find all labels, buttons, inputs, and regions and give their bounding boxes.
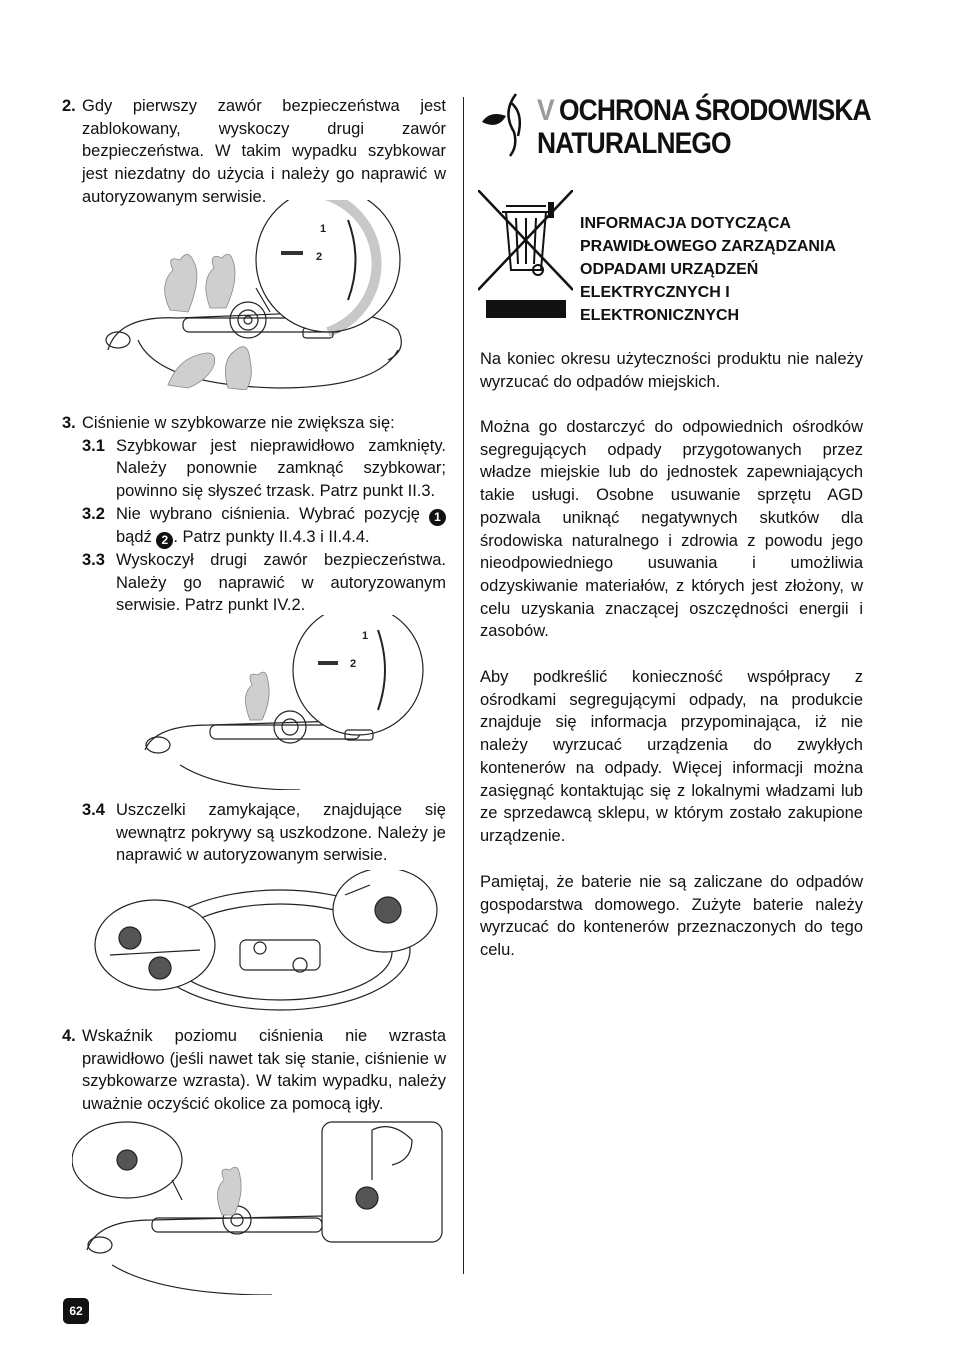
item-4	[62, 1025, 446, 1116]
item-3-3	[82, 549, 446, 617]
sub-number: 3.1	[82, 436, 105, 455]
weee-title: INFORMACJA DOTYCZĄCA PRAWIDŁOWEGO ZARZĄDZANIA ODPADAMI URZĄDZEŃ ELEKTRYCZNYCH I ELEKTRONICZNYCH	[580, 215, 836, 324]
item-text: Ciśnienie w szybkowarze nie zwiększa się:	[82, 414, 395, 432]
pressure-indicator-cleaning-illustration	[72, 1120, 447, 1295]
sub-number: 3.4	[82, 801, 105, 819]
item-text: Gdy pierwszy zawór bezpieczeństwa jest zablokowany, wyskoczy drugi zawór bezpieczeństwa. W takim wypadku szybkowar jest niezdatny do użycia i należy go naprawić w autoryzowanym serwisie.	[82, 97, 446, 206]
sub-text: Szybkowar jest nieprawidłowo zamknięty. Należy ponownie zamknąć szybkowar; powinno się słyszeć trzask. Patrz punkt II.3.	[116, 436, 446, 501]
sub-number: 3.3	[82, 550, 105, 569]
item-3-1	[82, 435, 446, 503]
dial-label-1: 1	[362, 630, 369, 642]
section-letter: V	[537, 94, 554, 127]
left-column	[62, 95, 446, 209]
leaf-icon	[480, 92, 536, 158]
paragraph-2: Można go dostarczyć do odpowiednich ośrodków segregujących odpady przygotowanych przez władze miejskie lub do jednostek zapewniających takie usługi. Osobne usuwanie sprzętu AGD pozwala uniknąć negatywnych skutków dla środowiska naturalnego i zdrowia z powodu jego nieodpowiedniego usuwania i umożliwia odzyskiwanie materiałów, z których jest złożony, w celu uzyskania znaczącej oszczędności energii i zasobów.	[480, 418, 863, 641]
item-3-2	[82, 503, 446, 549]
position-2-badge: 2	[156, 532, 173, 549]
item-number: 2.	[62, 97, 76, 115]
paragraph-4: Pamiętaj, że baterie nie są zaliczane do odpadów gospodarstwa domowego. Zużyte baterie należy wyrzucać do kontenerów przeznaczonych do tego celu.	[480, 873, 863, 960]
section-heading	[480, 92, 880, 162]
item-3-4-block	[62, 799, 446, 867]
item-4-block	[62, 1025, 446, 1116]
dial-label-1: 1	[320, 223, 327, 235]
item-number: 3.	[62, 414, 76, 432]
lid-gasket-illustration	[90, 870, 450, 1020]
item-2	[62, 95, 446, 209]
item-3-4	[82, 799, 446, 867]
position-1-badge: 1	[429, 509, 446, 526]
item-text: Wskaźnik poziomu ciśnienia nie wzrasta prawidłowo (jeśli nawet tak się stanie, ciśnienie w szybkowarze wzrasta). W takim wypadku, należy uważnie oczyścić okolice za pomocą igły.	[82, 1027, 446, 1114]
item-3-block	[62, 412, 446, 617]
title-line-1: OCHRONA ŚRODOWISKA	[559, 94, 871, 127]
sub-text-c: . Patrz punkty II.4.3 i II.4.4.	[173, 527, 370, 546]
column-divider	[463, 97, 464, 1274]
sub-text-b: bądź	[116, 527, 152, 546]
page-number: 62	[63, 1298, 89, 1324]
sub-text	[116, 503, 446, 549]
sub-text-a: Nie wybrano ciśnienia. Wybrać pozycję	[116, 504, 420, 523]
item-3	[62, 412, 446, 435]
title-line-2: NATURALNEGO	[537, 127, 731, 160]
page-title	[537, 94, 871, 160]
sub-number: 3.2	[82, 504, 105, 523]
sub-text: Uszczelki zamykające, znajdujące się wewnątrz pokrywy są uszkodzone. Należy je naprawić w autoryzowanym serwisie.	[116, 801, 446, 865]
cooker-steam-illustration-1	[98, 200, 458, 390]
item-number: 4.	[62, 1027, 76, 1045]
dial-label-2: 2	[350, 658, 357, 670]
dial-label-2: 2	[316, 251, 323, 263]
sub-text: Wyskoczył drugi zawór bezpieczeństwa. Należy go naprawić w autoryzowanym serwisie. Patrz punkt IV.2.	[116, 550, 446, 615]
paragraph-1: Na koniec okresu użyteczności produktu nie należy wyrzucać do odpadów miejskich.	[480, 350, 863, 391]
crossed-bin-icon	[478, 190, 573, 320]
cooker-steam-illustration-2	[140, 615, 450, 790]
paragraph-3: Aby podkreślić konieczność współpracy z ośrodkami segregującymi odpady, na produkcie znajduje się informacja przypominająca, iż nie należy wyrzucać urządzenia do zwykłych kontenerów na odpady. Więcej informacji można zasięgnąć kontaktując się z lokalnymi władzami lub ze sprzedawcą sklepu, w którym zostało zakupione urządzenie.	[480, 668, 863, 845]
